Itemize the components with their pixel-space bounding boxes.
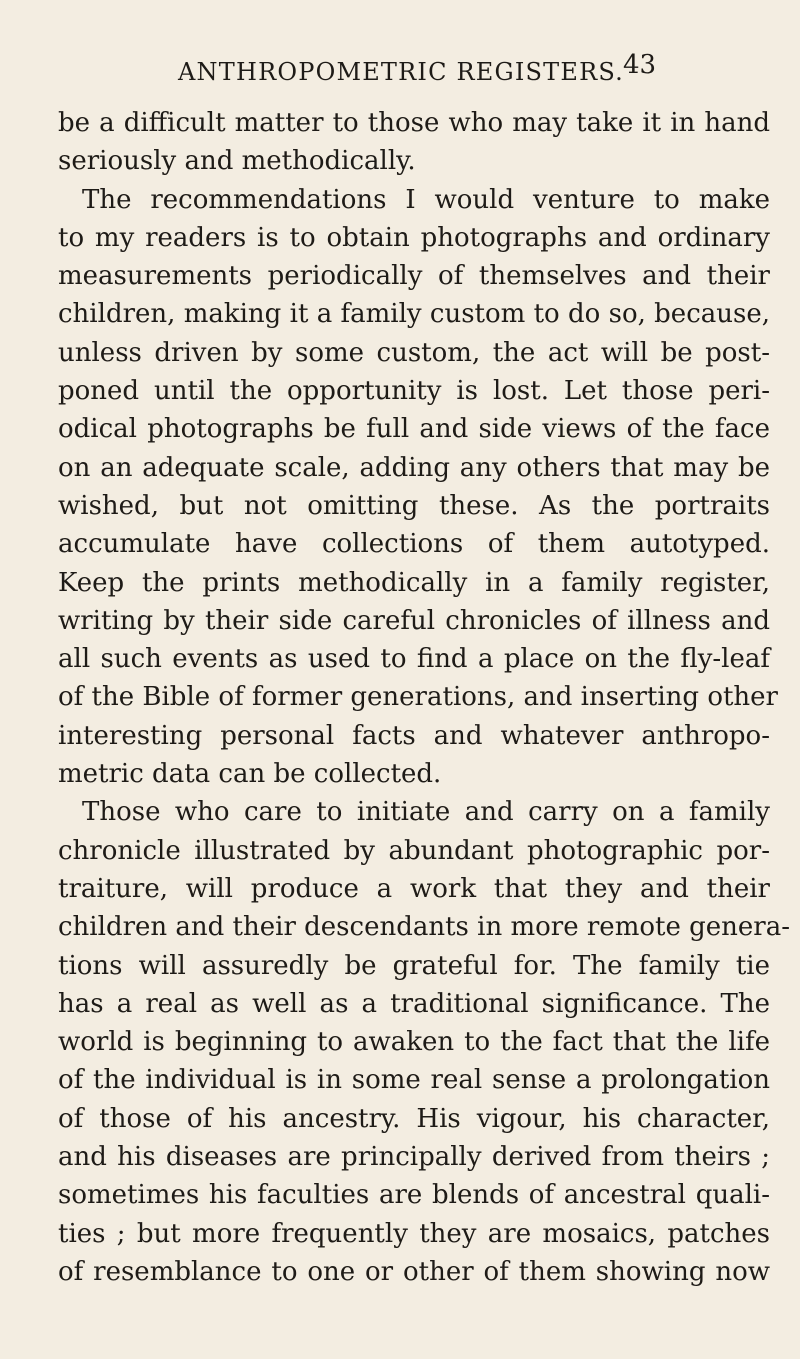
- text-line: of the individual is in some real sense a prolongation: [58, 1065, 770, 1096]
- text-line: Those who care to initiate and carry on a family: [82, 797, 770, 828]
- text-line: writing by their side careful chronicles of illness and: [58, 605, 770, 636]
- text-line: children, making it a family custom to do so, because,: [58, 299, 770, 330]
- text-line: wished, but not omitting these. As the portraits: [58, 490, 770, 521]
- text-line: ties ; but more frequently they are mosaics, patches: [58, 1218, 770, 1249]
- text-line: be a difficult matter to those who may take it in hand: [58, 108, 770, 138]
- text-line: of resemblance to one or other of them showing now: [58, 1256, 770, 1287]
- text-line: seriously and methodically.: [58, 146, 416, 177]
- text-line: of the Bible of former generations, and inserting other: [58, 682, 778, 713]
- text-line: to my readers is to obtain photographs and ordinary: [58, 222, 770, 253]
- text-line: of those of his ancestry. His vigour, his character,: [58, 1103, 770, 1134]
- text-line: Keep the prints methodically in a family register,: [58, 567, 770, 598]
- text-line: The recommendations I would venture to make: [82, 184, 770, 215]
- text-line: and his diseases are principally derived from theirs ;: [58, 1142, 770, 1173]
- text-line: accumulate have collections of them autotyped.: [58, 529, 770, 560]
- text-line: traiture, will produce a work that they and their: [58, 873, 770, 904]
- text-line: chronicle illustrated by abundant photographic por-: [58, 835, 770, 866]
- body-text: [58, 104, 790, 1291]
- text-line: has a real as well as a traditional significance. The: [58, 988, 770, 1019]
- text-line: children and their descendants in more remote genera-: [58, 912, 790, 943]
- text-line: world is beginning to awaken to the fact that the life: [58, 1027, 770, 1058]
- text-line: measurements periodically of themselves and their: [58, 261, 770, 292]
- running-head-title: ANTHROPOMETRIC REGISTERS.: [178, 58, 624, 86]
- text-line: all such events as used to find a place on the fly-leaf: [58, 644, 770, 675]
- text-line: unless driven by some custom, the act will be post-: [58, 337, 770, 368]
- text-line: interesting personal facts and whatever anthropo-: [58, 720, 770, 751]
- text-line: on an adequate scale, adding any others that may be: [58, 452, 770, 483]
- text-line: odical photographs be full and side views of the face: [58, 414, 770, 445]
- text-line: tions will assuredly be grateful for. The family tie: [58, 950, 770, 981]
- text-line: sometimes his faculties are blends of ancestral quali-: [58, 1180, 770, 1211]
- text-line: poned until the opportunity is lost. Let those peri-: [58, 376, 770, 407]
- page-number: 43: [623, 50, 657, 80]
- text-line: metric data can be collected.: [58, 759, 442, 790]
